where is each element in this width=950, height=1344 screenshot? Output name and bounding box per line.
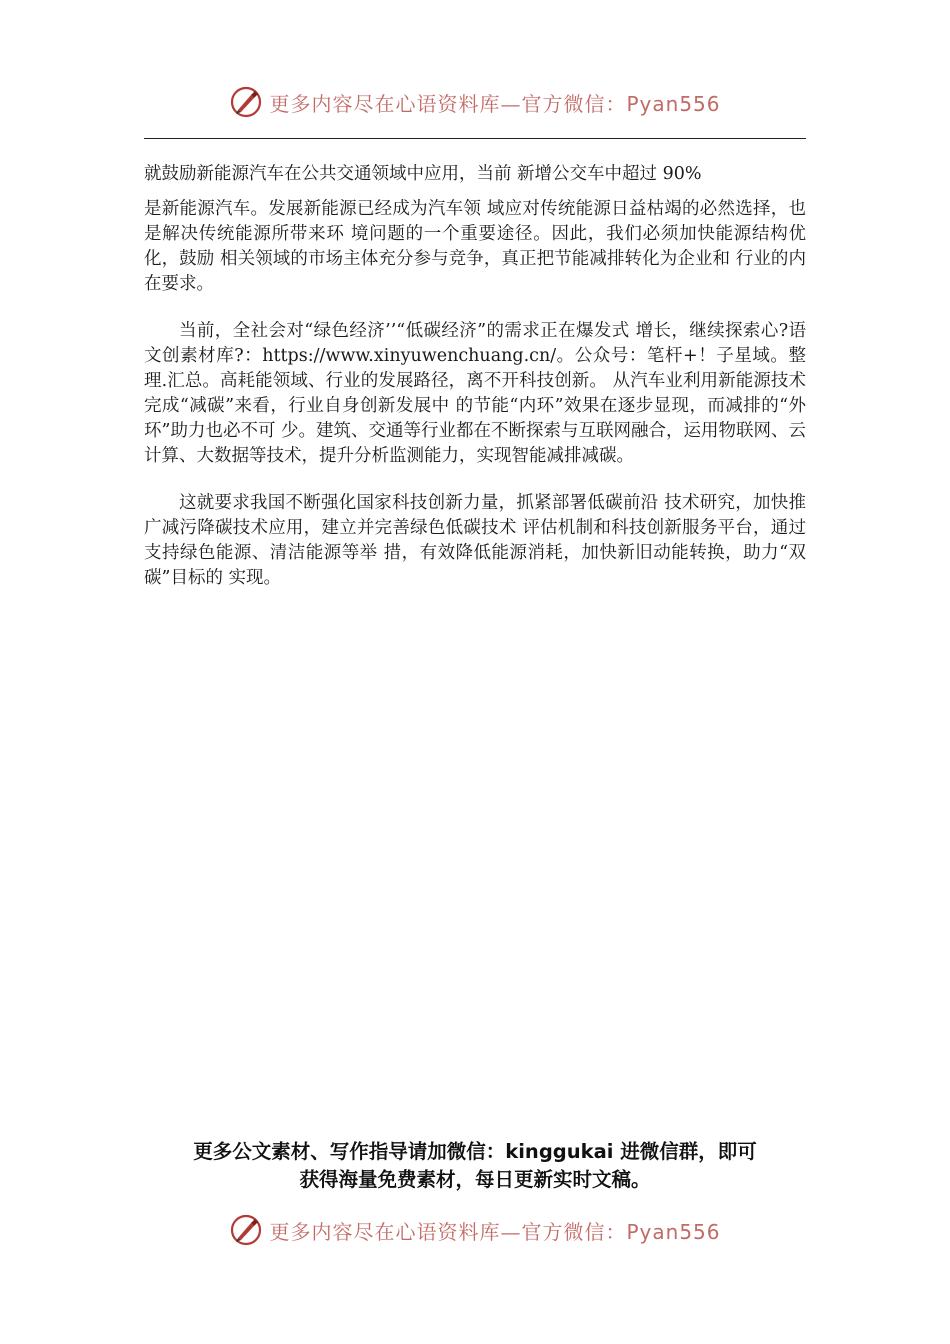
- footer-promo-line-2: 获得海量免费素材，每日更新实时文稿。: [299, 1168, 651, 1191]
- document-body: [144, 162, 806, 591]
- paragraph-4: 这就要求我国不断强化国家科技创新力量，抓紧部署低碳前沿 技术研究，加快推广减污降碳技术应用，建立并完善绿色低碳技术 评估机制和科技创新服务平台，通过支持绿色能源、清洁能源等举 措，有效降低能源消耗，加快新旧动能转换，助力“双碳”目标的 实现。: [144, 493, 806, 588]
- watermark-text: 更多内容尽在心语资料库—官方微信：: [269, 91, 627, 116]
- header-divider: [144, 138, 806, 139]
- watermark-wechat-id: Pyan556: [626, 1219, 721, 1244]
- footer-promo-line-1: 更多公文素材、写作指导请加微信：kinggukai 进微信群，即可: [193, 1140, 757, 1163]
- paragraph-1: 就鼓励新能源汽车在公共交通领域中应用，当前 新增公交车中超过 90%: [144, 164, 702, 184]
- pen-seal-icon: [229, 85, 263, 119]
- paragraph-2: 是新能源汽车。发展新能源已经成为汽车领 域应对传统能源日益枯竭的必然选择，也是解决传统能源所带来环 境问题的一个重要途径。因此，我们必须加快能源结构优化，鼓励 相关领域的市场主体充分参与竞争，真正把节能减排转化为企业和 行业的内在要求。: [144, 199, 806, 294]
- footer-promo-note: [144, 1138, 806, 1194]
- header-watermark: [0, 82, 950, 122]
- footer-watermark: [0, 1210, 950, 1250]
- watermark-text: 更多内容尽在心语资料库—官方微信：: [269, 1219, 627, 1244]
- watermark-wechat-id: Pyan556: [626, 91, 721, 116]
- pen-seal-icon: [229, 1213, 263, 1247]
- paragraph-3: 当前，全社会对“绿色经济’’“低碳经济”的需求正在爆发式 增长，继续探索心?语文创素材库?：https://www.xinyuwenchuang.cn/。公众号：笔杆+！子星域。整理.汇总。高耗能领域、行业的发展路径，离不开科技创新。 从汽车业利用新能源技术完成“减碳”来看，行业自身创新发展中 的节能“内环”效果在逐步显现，而减排的“外环”助力也必不可 少。建筑、交通等行业都在不断探索与互联网融合，运用物联网、云计算、大数据等技术，提升分析监测能力，实现智能减排减碳。: [144, 321, 807, 466]
